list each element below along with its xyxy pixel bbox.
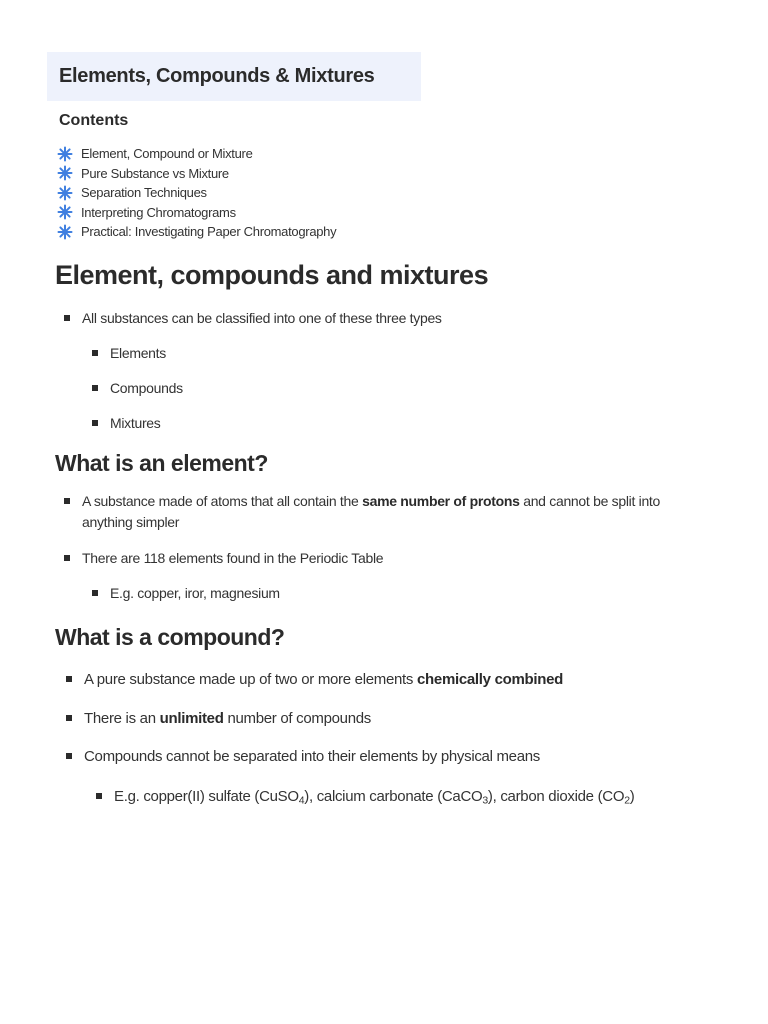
subscript: 4 (298, 794, 305, 807)
asterisk-icon (57, 165, 73, 181)
table-of-contents (57, 144, 336, 242)
page-title: Elements, Compounds & Mixtures (59, 65, 375, 87)
section-heading-element-compounds-mixtures: Element, compounds and mixtures (55, 260, 489, 290)
text-segment: E.g. copper(II) sulfate (CuSO (114, 788, 299, 805)
bold-term: chemically combined (417, 671, 564, 688)
text-segment: A substance made of atoms that all contain the (82, 493, 363, 509)
bold-term: unlimited (159, 710, 224, 727)
list-item-compound-definition (84, 669, 714, 690)
toc-item-practical-chromatography[interactable] (57, 222, 336, 242)
text-segment: ) (629, 788, 635, 805)
list-item-compound-examples (114, 786, 724, 807)
list-item-compound-count (84, 708, 714, 729)
toc-item-pure-substance[interactable] (57, 164, 336, 184)
list-item-mixtures: Mixtures (110, 413, 710, 434)
asterisk-icon (57, 185, 73, 201)
toc-item-label: Element, Compound or Mixture (81, 146, 253, 162)
asterisk-icon (57, 204, 73, 220)
asterisk-icon (57, 224, 73, 240)
text-segment: A pure substance made up of two or more elements (84, 671, 417, 688)
list-item-elements: Elements (110, 343, 710, 364)
contents-heading: Contents (59, 112, 129, 129)
toc-item-label: Interpreting Chromatograms (81, 204, 236, 220)
text-segment: ), calcium carbonate (CaCO (304, 788, 483, 805)
toc-item-label: Practical: Investigating Paper Chromatography (81, 224, 337, 240)
asterisk-icon (57, 146, 73, 162)
list-item-element-count: There are 118 elements found in the Periodic Table (82, 548, 712, 569)
toc-item-interpreting-chromatograms[interactable] (57, 203, 336, 223)
toc-item-separation-techniques[interactable] (57, 183, 336, 203)
toc-item-label: Separation Techniques (81, 185, 207, 201)
toc-item-label: Pure Substance vs Mixture (81, 165, 229, 181)
text-segment: and cannot be split into anything simpler (82, 493, 661, 530)
section-heading-what-is-compound: What is a compound? (55, 624, 285, 650)
subscript: 2 (624, 794, 630, 807)
section-heading-what-is-element: What is an element? (55, 450, 268, 476)
text-segment: There is an (84, 710, 160, 727)
list-item-compound-separation: Compounds cannot be separated into their elements by physical means (84, 746, 714, 767)
text-segment: ), carbon dioxide (CO (487, 788, 625, 805)
list-item-element-definition (82, 491, 712, 533)
title-banner (47, 52, 421, 101)
list-item: All substances can be classified into one of these three types (82, 308, 712, 329)
text-segment: number of compounds (223, 710, 371, 727)
list-item-element-examples: E.g. copper, iror, magnesium (110, 583, 710, 604)
toc-item-element-compound-mixture[interactable] (57, 144, 336, 164)
subscript: 3 (482, 794, 488, 807)
list-item-compounds: Compounds (110, 378, 710, 399)
bold-term: same number of protons (362, 493, 520, 509)
